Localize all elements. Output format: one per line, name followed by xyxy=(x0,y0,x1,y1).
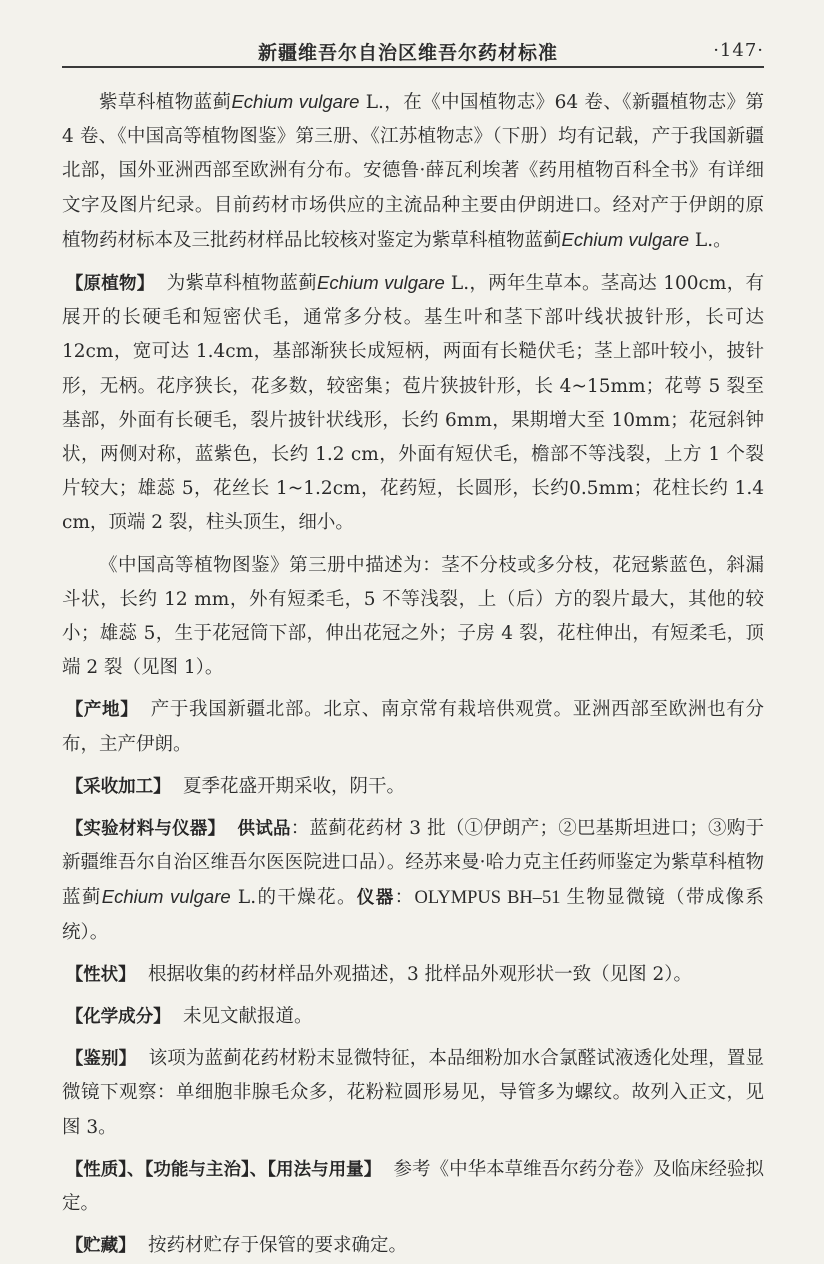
materials-latin-name: Echium vulgare xyxy=(101,886,231,908)
header-title: 新疆维吾尔自治区维吾尔药材标准 xyxy=(258,42,559,64)
materials-section xyxy=(62,812,764,950)
origin-text: 产于我国新疆北部。北京、南京常有栽培供观赏。亚洲西部至欧洲也有分布，主产伊朗。 xyxy=(62,699,764,755)
plant-text-1: 为紫草科植物蓝蓟 xyxy=(166,273,317,295)
page-content xyxy=(62,68,764,1264)
harvest-text: 夏季花盛开期采收，阴干。 xyxy=(182,775,405,797)
chemistry-label: 【化学成分】 xyxy=(65,1007,171,1028)
instrument-label: 仪器 xyxy=(356,888,395,909)
storage-section xyxy=(62,1229,764,1263)
plant-text-2: L.，两年生草本。茎高达 100cm，有展开的长硬毛和短密伏毛，通常多分枝。基生叶和茎下部叶线状披针形，长可达 12cm，宽可达 1.4cm，基部渐狭长成短柄，两面有长糙伏毛；茎上部叶较小，披针形，无柄。花序狭长，花多数，较密集；苞片狭披针形，长 4~15mm；花萼 5 裂至基部，外面有长硬毛，裂片披针状线形，长约 6mm，果期增大至 10mm；花冠斜钟状，两侧对称，蓝紫色，长约 1.2 cm，外面有短伏毛，檐部不等浅裂，上方 1 个裂片较大；雄蕊 5，花丝长 1~1.2cm，花药短，长圆形，长约0.5mm；花柱长约 1.4 cm，顶端 2 裂，柱头顶生，细小。 xyxy=(62,273,764,534)
running-header xyxy=(62,0,764,68)
identification-section xyxy=(62,1042,764,1145)
intro-text-3: L.。 xyxy=(689,229,732,251)
nature-label: 【性质】、【功能与主治】、【用法与用量】 xyxy=(65,1159,382,1180)
origin-label: 【产地】 xyxy=(65,700,139,721)
origin-section xyxy=(62,693,764,761)
character-label: 【性状】 xyxy=(65,964,136,985)
nature-section xyxy=(62,1153,764,1221)
intro-paragraph xyxy=(62,85,764,258)
materials-text-2: L.的干燥花。 xyxy=(230,887,357,909)
materials-text-3: ：OLYMPUS BH–51 生物显微镜（带成像系统）。 xyxy=(62,888,764,943)
plant-latin-name: Echium vulgare xyxy=(316,272,445,294)
character-section xyxy=(62,958,764,992)
storage-text: 按药材贮存于保管的要求确定。 xyxy=(147,1235,407,1257)
intro-latin-name-2: Echium vulgare xyxy=(561,228,690,250)
intro-latin-name-1: Echium vulgare xyxy=(231,91,360,112)
intro-text-2: L.，在《中国植物志》64 卷、《新疆植物志》第 4 卷、《中国高等植物图鉴》第三册、《江苏植物志》（下册）均有记载，产于我国新疆北部，国外亚洲西部至欧洲有分布。安德鲁·薛瓦利埃著《药用植物百科全书》有详细文字及图片纪录。目前药材市场供应的主流品种主要由伊朗进口。经对产于伊朗的原植物药材标本及三批药材样品比较核对鉴定为紫草科植物蓝蓟 xyxy=(62,92,764,251)
harvest-section xyxy=(62,770,764,804)
chemistry-section xyxy=(62,1000,764,1034)
chemistry-text: 未见文献报道。 xyxy=(182,1006,313,1028)
intro-text-1: 紫草科植物蓝蓟 xyxy=(99,92,232,113)
nature-text: 参考《中华本草维吾尔药分卷》及临床经验拟定。 xyxy=(62,1158,764,1215)
character-text: 根据收集的药材样品外观描述，3 批样品外观形状一致（见图 2）。 xyxy=(147,963,692,985)
materials-label: 【实验材料与仪器】 xyxy=(65,819,226,840)
identification-label: 【鉴别】 xyxy=(65,1049,137,1070)
sample-label: 供试品 xyxy=(237,819,291,840)
plant-section xyxy=(62,266,764,541)
materials-text-1: ：蓝蓟花药材 3 批（①伊朗产；②巴基斯坦进口；③购于新疆维吾尔自治区维吾尔医医院进口品）。经苏来曼·哈力克主任药师鉴定为紫草科植物蓝蓟 xyxy=(62,818,765,909)
identification-text: 该项为蓝蓟花药材粉末显微特征，本品细粉加水合氯醛试液透化处理，置显微镜下观察：单细胞非腺毛众多，花粉粒圆形易见，导管多为螺纹。故列入正文，见图 3。 xyxy=(62,1048,764,1138)
harvest-label: 【采收加工】 xyxy=(65,776,171,797)
illustrated-description-paragraph xyxy=(62,549,764,686)
illustrated-text: 《中国高等植物图鉴》第三册中描述为：茎不分枝或多分枝，花冠紫蓝色，斜漏斗状，长约 12 mm，外有短柔毛，5 不等浅裂，上（后）方的裂片最大，其他的较小；雄蕊 5，生于花冠筒下部，伸出花冠之外；子房 4 裂，花柱伸出，有短柔毛，顶端 2 裂（见图 1）。 xyxy=(62,554,764,679)
storage-label: 【贮藏】 xyxy=(65,1236,136,1257)
plant-label: 【原植物】 xyxy=(65,274,155,295)
page-number: ·147· xyxy=(713,40,764,61)
